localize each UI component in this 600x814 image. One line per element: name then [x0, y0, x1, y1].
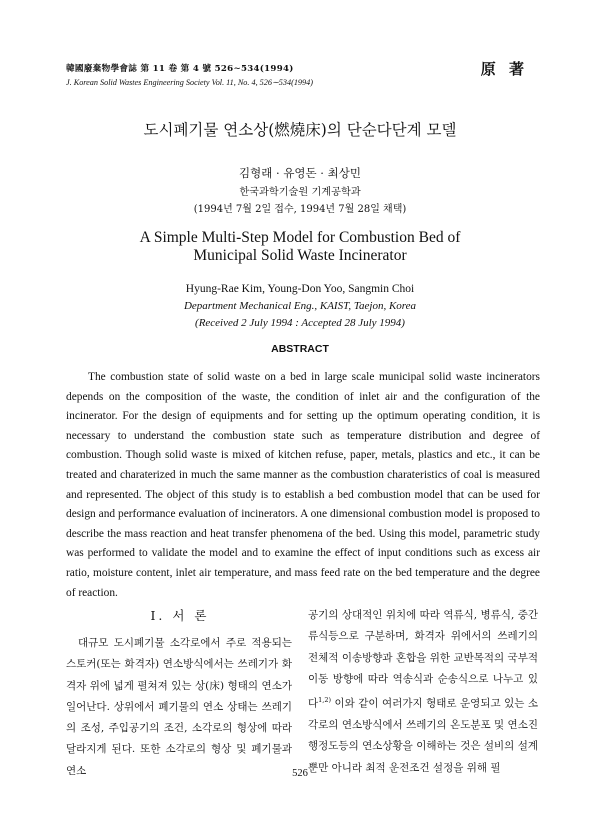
english-affiliation: Department Mechanical Eng., KAIST, Taejon, Korea	[183, 300, 417, 312]
page-number: 526	[292, 768, 308, 779]
journal-header	[66, 62, 446, 87]
english-title-line2: Municipal Solid Waste Incinerator	[193, 247, 407, 264]
english-authors: Hyung-Rae Kim, Young-Don Yoo, Sangmin Choi	[185, 283, 415, 295]
journal-citation-korean: 韓國廢棄物學會誌 第 11 卷 第 4 號 526∼534(1994)	[66, 64, 294, 74]
english-dates: (Received 2 July 1994 : Accepted 28 July 1994)	[195, 317, 405, 329]
right-column	[308, 605, 538, 779]
english-title	[0, 229, 600, 265]
article-type-label: 原 著	[480, 60, 528, 78]
section-heading-introduction: Ⅰ. 서 론	[150, 608, 210, 623]
korean-dates: (1994년 7월 2일 접수, 1994년 7월 28일 채택)	[193, 204, 407, 215]
left-column	[66, 633, 292, 782]
abstract-paragraph: The combustion state of solid waste on a bed in large scale municipal solid waste incinerators depends on the composition of the waste, the condition of inlet air and the configuration of the incinerator. For the design of equipments and for setting up the optimum operating condition, it is necessary to understand the combustion state such as temperature distribution and degree of combustion. Though solid waste is mixed of kitchen refuse, paper, metals, plastics and etc., it can be treated and charaterized in much the same manner as the combustion charateristics of coal is measured and represented. The object of this study is to establish a bed combustion model that can be used for design and performance evaluation of incinerators. A one dimensional combustion model is proposed to describe the mass reaction and heat transfer phenomena of the bed. Using this model, parametric study was performed to validate the model and to examine the effect of input conditions such as excess air ratio, moisture content, inlet air temperature, and mass feed rate on the bed temperature and the degree of reaction.	[66, 371, 540, 599]
journal-citation-english: J. Korean Solid Wastes Engineering Society Vol. 11, No. 4, 526∼534(1994)	[66, 78, 313, 87]
abstract-heading: ABSTRACT	[271, 343, 329, 355]
citation-superscript: 1,2)	[318, 696, 332, 705]
left-column-paragraph: 대규모 도시폐기물 소각로에서 주로 적용되는 스토커(또는 화격자) 연소방식에서는 쓰레기가 화격자 위에 넓게 펼쳐져 있는 상(床) 형태의 연소가 일어난다. 상위에서 폐기물의 연소 상태는 쓰레기의 조성, 주입공기의 조건, 소각로의 형상에 따라 달라지게 된다. 또한 소각로의 형상 및 폐기물과 연소	[66, 637, 292, 777]
right-column-paragraph	[308, 605, 538, 779]
korean-title: 도시폐기물 연소상(燃燒床)의 단순다단계 모델	[143, 121, 457, 139]
right-column-text-1: 공기의 상대적인 위치에 따라 역류식, 병류식, 중간류식등으로 구분하며, 화격자 위에서의 쓰레기의 전체적 이송방향과 혼합을 위한 교반목적의 국부적 이동 방향에 따라 역송식과 순송식으로 나누고 있다	[308, 609, 538, 710]
english-title-line1: A Simple Multi-Step Model for Combustion Bed of	[139, 229, 461, 246]
right-column-text-2: 이와 같이 여러가지 형태로 운영되고 있는 소각로의 연소방식에서 쓰레기의 온도분포 및 연소진행정도등의 연소상황을 이해하는 것은 설비의 설계뿐만 아니라 최적 운전조건 설정을 위해 필	[308, 697, 538, 774]
korean-authors: 김형래 · 유영돈 · 최상민	[239, 166, 361, 180]
korean-affiliation: 한국과학기술원 기계공학과	[239, 187, 361, 198]
abstract-body	[66, 368, 540, 603]
